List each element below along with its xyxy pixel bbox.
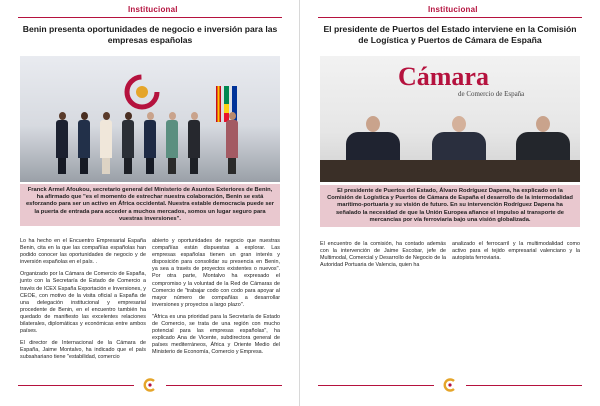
top-divider: [18, 17, 282, 18]
flag: [216, 86, 221, 122]
person: [100, 112, 112, 174]
section-label: Institucional: [128, 5, 178, 14]
paragraph: "África es una prioridad para la Secretaría de Estado de Comercio, se trata de una región con mucho potencial para las empresas españolas", ha explicado Ana de Vicente, subdirectora general de países mediterráneos, África y Oriente Medio del Ministerio de Economía, Comercio y Empresa.: [152, 313, 280, 356]
paragraph: analizado el ferrocarril y la multimodalidad como activo para el tejido empresarial valenciano y la autopista ferroviaria.: [452, 241, 580, 262]
text-column-1: [320, 241, 446, 274]
camara-logo-icon: [143, 378, 157, 392]
camara-logo-icon: [124, 74, 160, 110]
article-title: Benin presenta oportunidades de negocio e inversión para las empresas españolas: [22, 24, 278, 45]
bottom-divider: [466, 385, 582, 386]
text-column-1: [20, 238, 146, 367]
paragraph: Lo ha hecho en el Encuentro Empresarial España Benin, cita en la que las compañías españolas han podido conocer las oportunidades de negocio y de inversión españolas en el país. .: [20, 238, 146, 266]
bottom-divider: [166, 385, 282, 386]
article-title: El presidente de Puertos del Estado interviene en la Comisión de Logística y Puertos de Cámara de España: [323, 24, 577, 45]
top-divider: [318, 17, 582, 18]
photo-caption: El presidente de Puertos del Estado, Álvaro Rodríguez Dapena, ha explicado en la Comisión de Logística y Puertos de Cámara de España el desarrollo de la intermodalidad marítimo-portuaria y su visión de futuro. En su intervención Rodríguez Dapena ha señalado la necesidad de que la Unión Europea afiance el impulso al transporte de mercancías por vía ferroviaria bajo una visión globalizada.: [320, 185, 580, 227]
commission-photo: [320, 56, 580, 182]
person: [122, 112, 134, 174]
person: [166, 112, 178, 174]
camara-logo-text: Cámara: [398, 62, 489, 91]
person: [188, 112, 200, 174]
person: [226, 112, 238, 174]
paragraph: El encuentro de la comisión, ha contado además con la intervención de Jaime Escobar, jefe de Multimodal, Comercial y Desarrollo de Negocio de la Autoridad Portuaria de Valencia, quien ha: [320, 241, 446, 269]
section-label: Institucional: [428, 5, 478, 14]
bottom-divider: [18, 385, 134, 386]
desk: [320, 160, 580, 182]
paragraph: abierto y oportunidades de negocio que nuestras compañías están dispuestas a explorar. Las empresas españolas tienen un gran interés y disposición para consolidar su presencia en Benin, ya sea a través de proyectos existentes o nuevos". Por otra parte, Montalvo ha expresado el compromiso y la voluntad de la Red de Cámaras de Comercio de "trabajar codo con codo para apoyar al mayor número de compañías a desarrollar inversiones y proyectos a largo plazo".: [152, 238, 280, 308]
person: [516, 116, 570, 162]
photo-caption: Franck Armel Afoukou, secretario general del Ministerio de Asuntos Exteriores de Benin, ha afirmado que "es el momento de estrechar nuestra colaboración, Benin se está esforzando para ser un activo en África occidental. Nuestra estable democracia puede ser la puerta de entrada para acceder a muchos mercados, somos un lugar seguro para vuestras inversiones".: [20, 184, 280, 226]
person: [78, 112, 90, 174]
person: [56, 112, 68, 174]
bottom-divider: [318, 385, 434, 386]
person: [432, 116, 486, 162]
text-column-2: [452, 241, 580, 267]
paragraph: Organizado por la Cámara de Comercio de España, junto con la Secretaría de Estado de Comercio a través de ICEX España Exportación e Inversiones, y CEOE, con motivo de la visita oficial a España de una delegación institucional y empresarial procedente de Benin, en el encuentro también ha quedado de manifiesto las excelentes relaciones bilaterales, diplomáticas y económicas entre ambos países.: [20, 271, 146, 335]
person: [346, 116, 400, 162]
paragraph: El director de Internacional de la Cámara de España, Jaime Montalvo, ha indicado que el país subsahariano tiene "estabilidad, comercio: [20, 340, 146, 361]
right-page: [300, 0, 600, 406]
text-column-2: [152, 238, 280, 362]
camara-logo-subtitle: de Comercio de España: [458, 90, 525, 98]
camara-logo-icon: [443, 378, 457, 392]
person: [144, 112, 156, 174]
delegation-photo: [20, 56, 280, 182]
